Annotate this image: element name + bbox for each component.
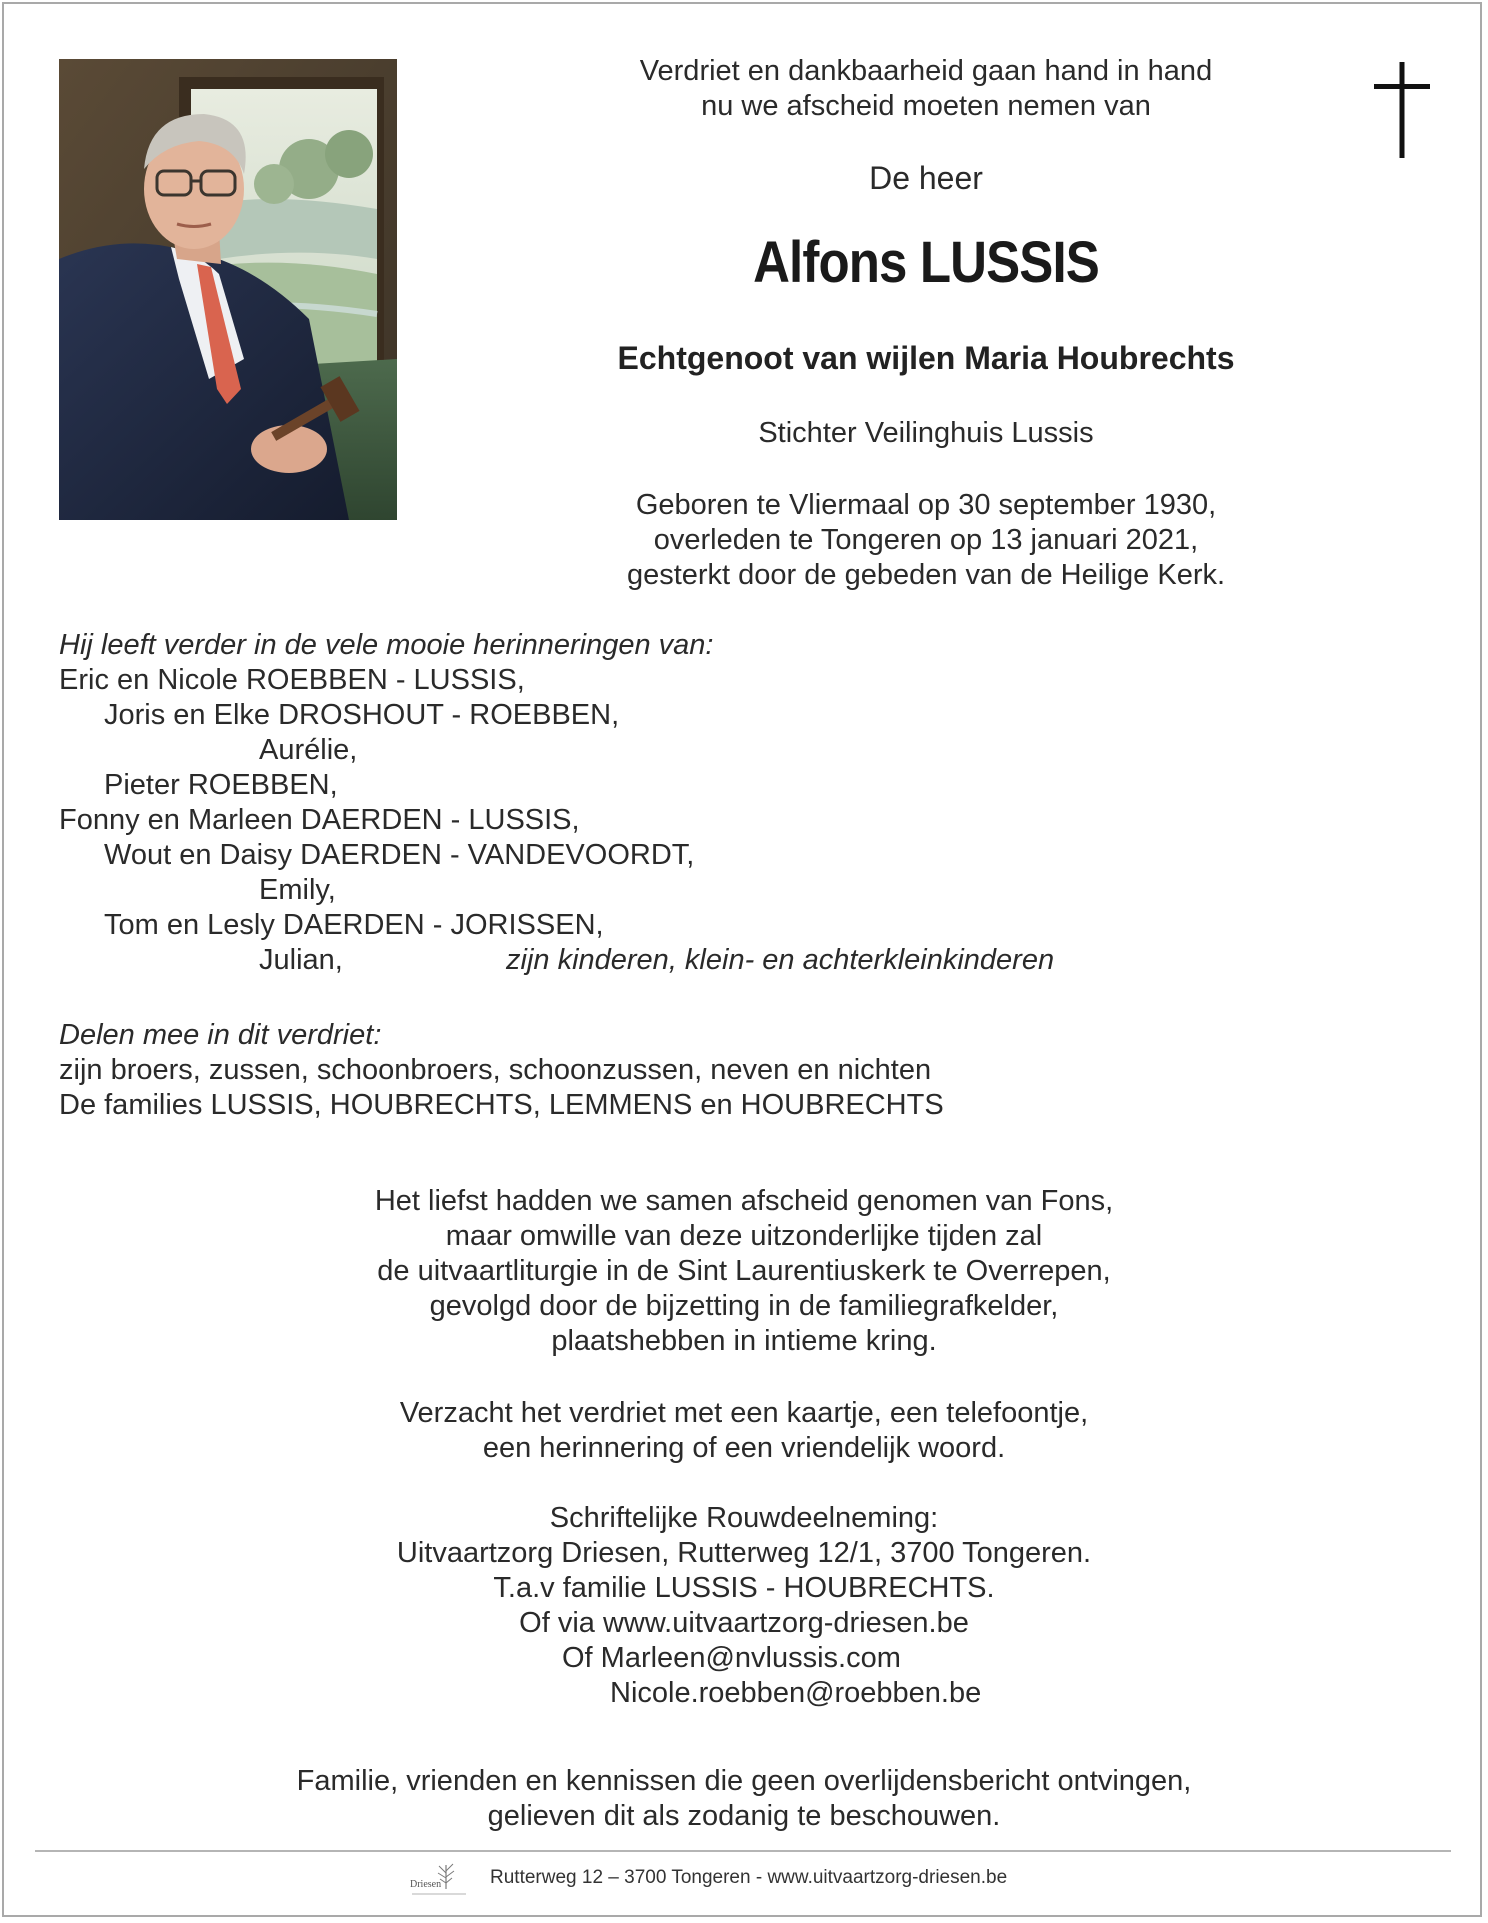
paragraph-line: gevolgd door de bijzetting in de familiegrafkelder, xyxy=(429,1290,1059,1322)
contact-attention: T.a.v familie LUSSIS - HOUBRECHTS. xyxy=(493,1572,995,1604)
share-heading: Delen mee in dit verdriet: xyxy=(59,1019,382,1051)
spouse-line: Echtgenoot van wijlen Maria Houbrechts xyxy=(617,340,1235,376)
list-item-name: Julian, xyxy=(259,944,343,976)
paragraph-line: plaatshebben in intieme kring. xyxy=(551,1325,937,1357)
shared-grief xyxy=(59,1018,944,1123)
contact-website[interactable]: Of via www.uitvaartzorg-driesen.be xyxy=(519,1607,969,1639)
footer-divider xyxy=(35,1850,1451,1852)
list-item: Joris en Elke DROSHOUT - ROEBBEN, xyxy=(104,699,620,731)
birth-line: Geboren te Vliermaal op 30 september 1930, xyxy=(635,489,1217,521)
list-item: Wout en Daisy DAERDEN - VANDEVOORDT, xyxy=(104,839,695,871)
list-item: Emily, xyxy=(259,874,336,906)
birth-death-text xyxy=(460,488,1392,593)
list-item: Fonny en Marleen DAERDEN - LUSSIS, xyxy=(59,804,580,836)
intro-text xyxy=(460,54,1392,124)
list-item: De families LUSSIS, HOUBRECHTS, LEMMENS en HOUBRECHTS xyxy=(59,1089,944,1121)
contact-address: Uitvaartzorg Driesen, Rutterweg 12/1, 3700 Tongeren. xyxy=(396,1537,1092,1569)
blessing-line: gesterkt door de gebeden van de Heilige Kerk. xyxy=(626,559,1226,591)
contact-email-2[interactable]: Nicole.roebben@roebben.be xyxy=(610,1677,982,1709)
condolence-paragraph xyxy=(140,1396,1348,1466)
deceased-name: Alfons LUSSIS xyxy=(753,230,1099,295)
closing-paragraph xyxy=(140,1764,1348,1834)
contact-email-1[interactable]: Of Marleen@nvlussis.com xyxy=(562,1642,901,1674)
contact-heading: Schriftelijke Rouwdeelneming: xyxy=(549,1502,939,1534)
paragraph-line: een herinnering of een vriendelijk woord. xyxy=(482,1432,1006,1464)
footer-address: Rutterweg 12 – 3700 Tongeren - www.uitvaartzorg-driesen.be xyxy=(490,1867,1008,1888)
list-item: Aurélie, xyxy=(259,734,358,766)
portrait-image xyxy=(59,59,397,520)
contact-block xyxy=(140,1501,1348,1711)
death-line: overleden te Tongeren op 13 januari 2021, xyxy=(653,524,1199,556)
paragraph-line: maar omwille van deze uitzonderlijke tijden zal xyxy=(445,1220,1043,1252)
funeral-home-logo xyxy=(408,1859,470,1903)
survivors-list xyxy=(59,628,1055,978)
title-prefix: De heer xyxy=(869,160,983,196)
paragraph-line: de uitvaartliturgie in de Sint Laurentiuskerk te Overrepen, xyxy=(377,1255,1111,1287)
paragraph-line: Verzacht het verdriet met een kaartje, een telefoontje, xyxy=(399,1397,1089,1429)
list-item: Tom en Lesly DAERDEN - JORISSEN, xyxy=(104,909,604,941)
list-item: zijn broers, zussen, schoonbroers, schoonzussen, neven en nichten xyxy=(59,1054,932,1086)
paragraph-line: gelieven dit als zodanig te beschouwen. xyxy=(487,1800,1001,1832)
relation-label: zijn kinderen, klein- en achterkleinkinderen xyxy=(506,944,1055,976)
list-item: Pieter ROEBBEN, xyxy=(104,769,338,801)
intro-line: nu we afscheid moeten nemen van xyxy=(701,90,1151,122)
paragraph-line: Het liefst hadden we samen afscheid genomen van Fons, xyxy=(374,1185,1114,1217)
survivors-heading: Hij leeft verder in de vele mooie herinneringen van: xyxy=(59,629,714,661)
list-item: Eric en Nicole ROEBBEN - LUSSIS, xyxy=(59,664,525,696)
paragraph-line: Familie, vrienden en kennissen die geen overlijdensbericht ontvingen, xyxy=(296,1765,1192,1797)
svg-text:Driesen: Driesen xyxy=(410,1879,442,1890)
intro-line: Verdriet en dankbaarheid gaan hand in hand xyxy=(639,55,1213,87)
list-item-last xyxy=(59,943,1055,978)
funeral-paragraph xyxy=(140,1184,1348,1359)
role-line: Stichter Veilinghuis Lussis xyxy=(758,417,1094,449)
